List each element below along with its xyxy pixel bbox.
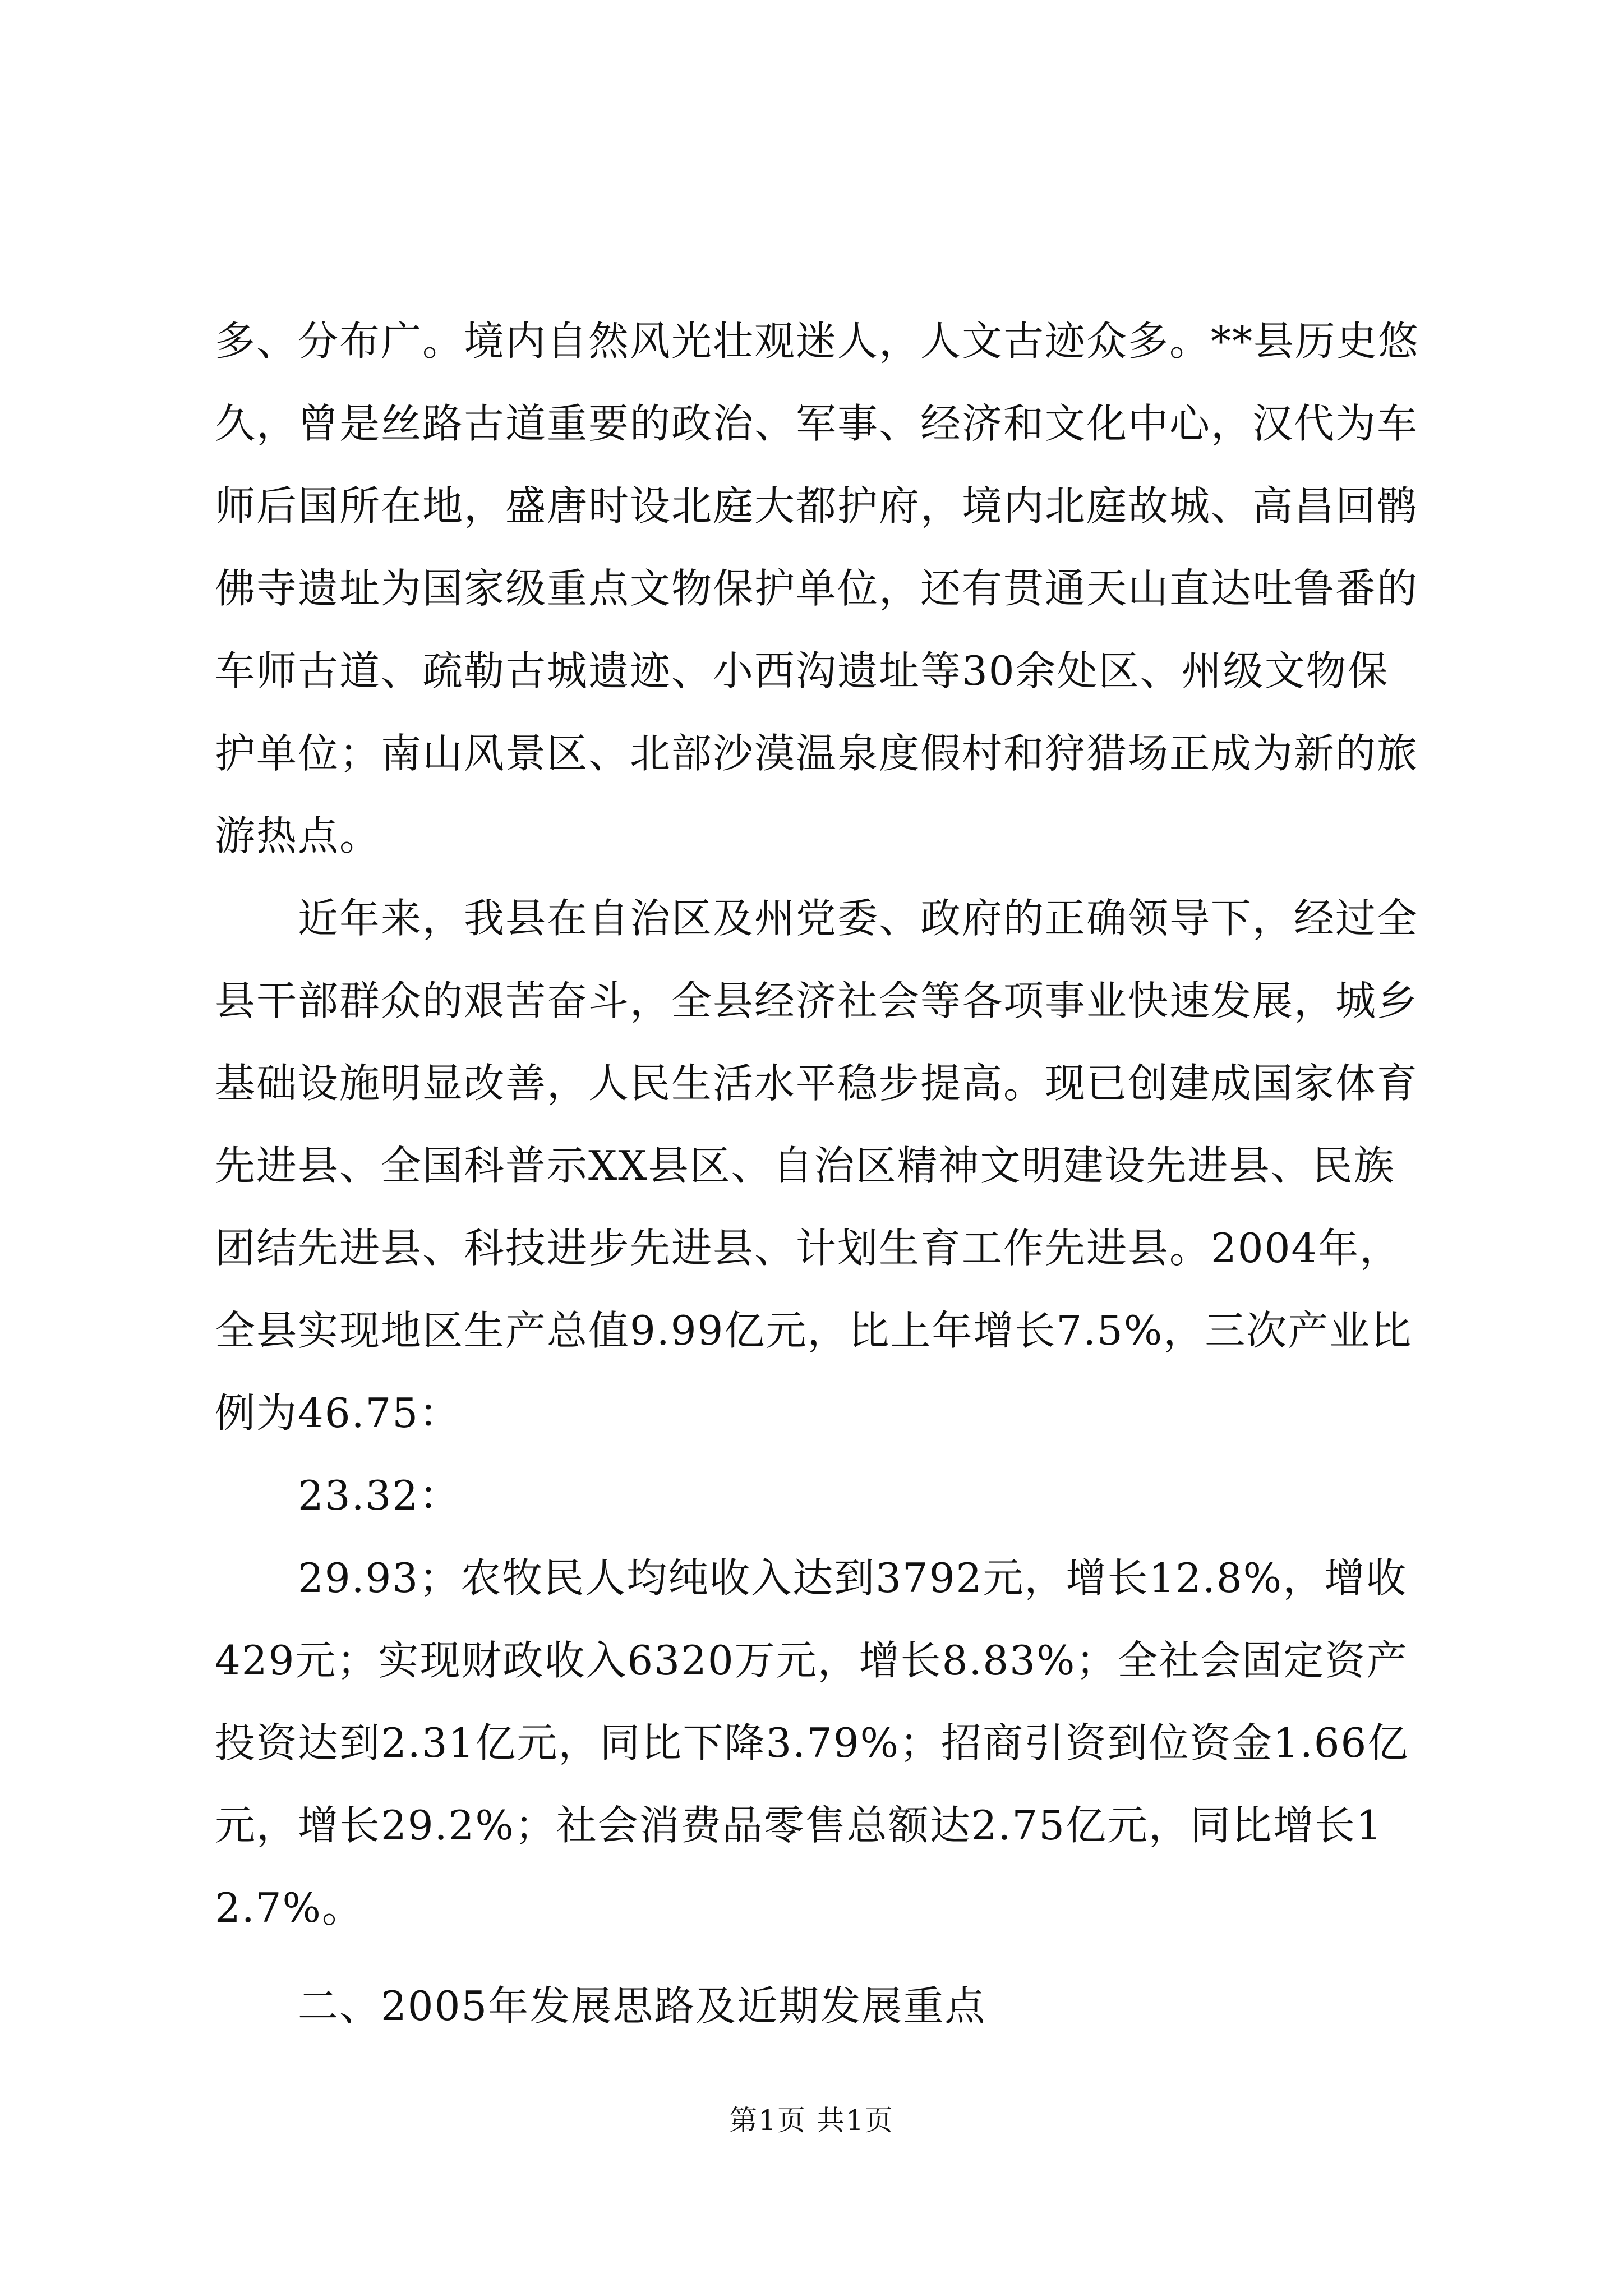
paragraph-statistics: 29.93；农牧民人均纯收入达到3792元，增长12.8%，增收429元；实现财政收入6320万元，增长8.83%；全社会固定资产投资达到2.31亿元，同比下降3.79%；招商引资到位资金1.66亿元，增长29.2%；社会消费品零售总额达2.75亿元，同比增长12.7%。 xyxy=(215,1554,1409,1931)
section-heading: 二、2005年发展思路及近期发展重点 xyxy=(298,1982,986,2030)
paragraph-ratio-part: 23.32： xyxy=(298,1472,461,1519)
paragraph-heritage: 多、分布广。境内自然风光壮观迷人，人文古迹众多。**县历史悠久，曾是丝路古道重要的政治、军事、经济和文化中心，汉代为车师后国所在地，盛唐时设北庭大都护府，境内北庭故城、高昌回鹘佛寺遗址为国家级重点文物保护单位，还有贯通天山直达吐鲁番的车师古道、疏勒古城遗迹、小西沟遗址等30余处区、州级文物保护单位；南山风景区、北部沙漠温泉度假村和狩猎场正成为新的旅游热点。 xyxy=(215,318,1420,859)
page-footer: 第1页 共1页 xyxy=(729,2104,894,2137)
paragraph-development: 近年来，我县在自治区及州党委、政府的正确领导下，经过全县干部群众的艰苦奋斗，全县经济社会等各项事业快速发展，城乡基础设施明显改善，人民生活水平稳步提高。现已创建成国家体育先进县、全国科普示XX县区、自治区精神文明建设先进县、民族团结先进县、科技进步先进县、计划生育工作先进县。2004年，全县实现地区生产总值9.99亿元，比上年增长7.5%，三次产业比例为46.75： xyxy=(215,895,1419,1437)
body-text xyxy=(215,300,1421,2047)
